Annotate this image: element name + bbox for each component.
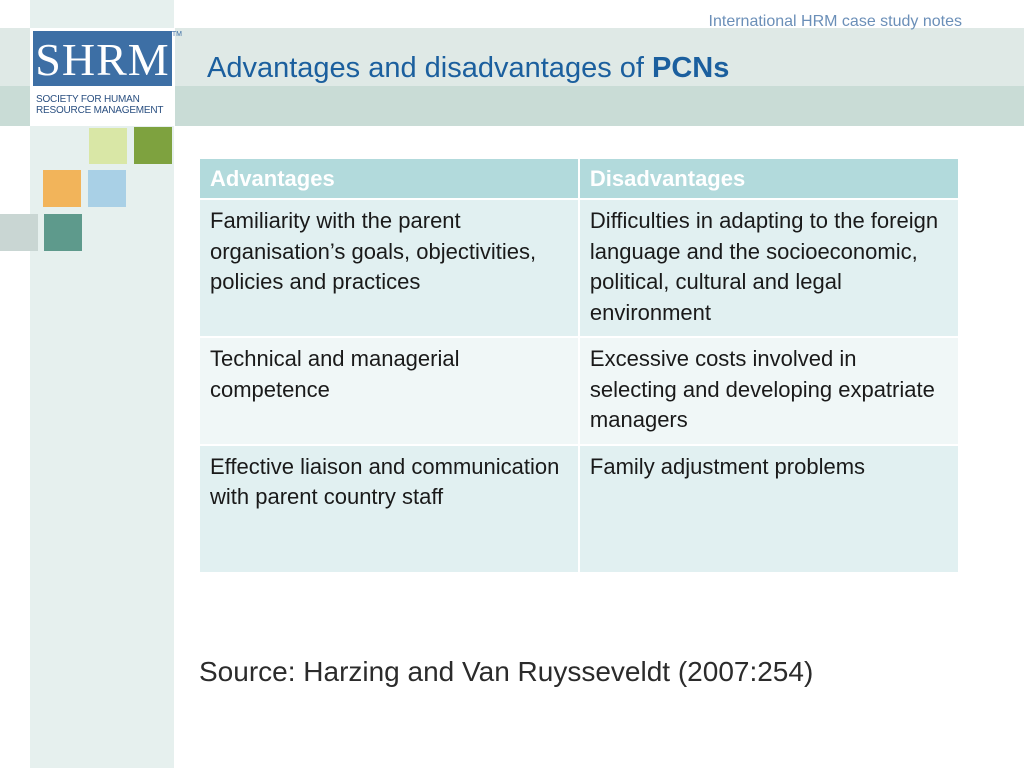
table-row [199,337,959,445]
shrm-logo [30,28,182,126]
column-header-advantages: Advantages [199,158,579,199]
table-row [199,445,959,573]
decor-square-lime [89,128,127,164]
decor-square-green [134,127,172,164]
decor-square-orange [43,170,81,207]
table-cell: Family adjustment problems [579,445,959,573]
title-bold: PCNs [652,52,730,84]
logo-subtitle-line2: RESOURCE MANAGEMENT [36,105,164,116]
source-citation: Source: Harzing and Van Ruysseveldt (2007:254) [199,656,814,687]
table-cell: Difficulties in adapting to the foreign language and the socioeconomic, political, cultural and legal environment [579,199,959,337]
slide-title [207,52,729,85]
logo-subtitle-line1: SOCIETY FOR HUMAN [36,94,140,105]
logo-letters: SHRM [35,34,170,85]
table-cell: Familiarity with the parent organisation’s goals, objectivities, policies and practices [199,199,579,337]
logo-trademark: TM [171,31,182,38]
column-header-disadvantages: Disadvantages [579,158,959,199]
table-cell: Technical and managerial competence [199,337,579,445]
decor-square-gray [0,214,38,251]
header-note: International HRM case study notes [708,13,962,30]
decor-square-lightblue [88,170,126,207]
table-cell: Excessive costs involved in selecting and developing expatriate managers [579,337,959,445]
decor-square-teal [44,214,82,251]
title-text: Advantages and disadvantages of [207,52,652,84]
table-row [199,199,959,337]
comparison-table [198,157,960,574]
table-cell: Effective liaison and communication with parent country staff [199,445,579,573]
logo-subtitle [36,94,174,116]
logo-mark [33,31,182,86]
